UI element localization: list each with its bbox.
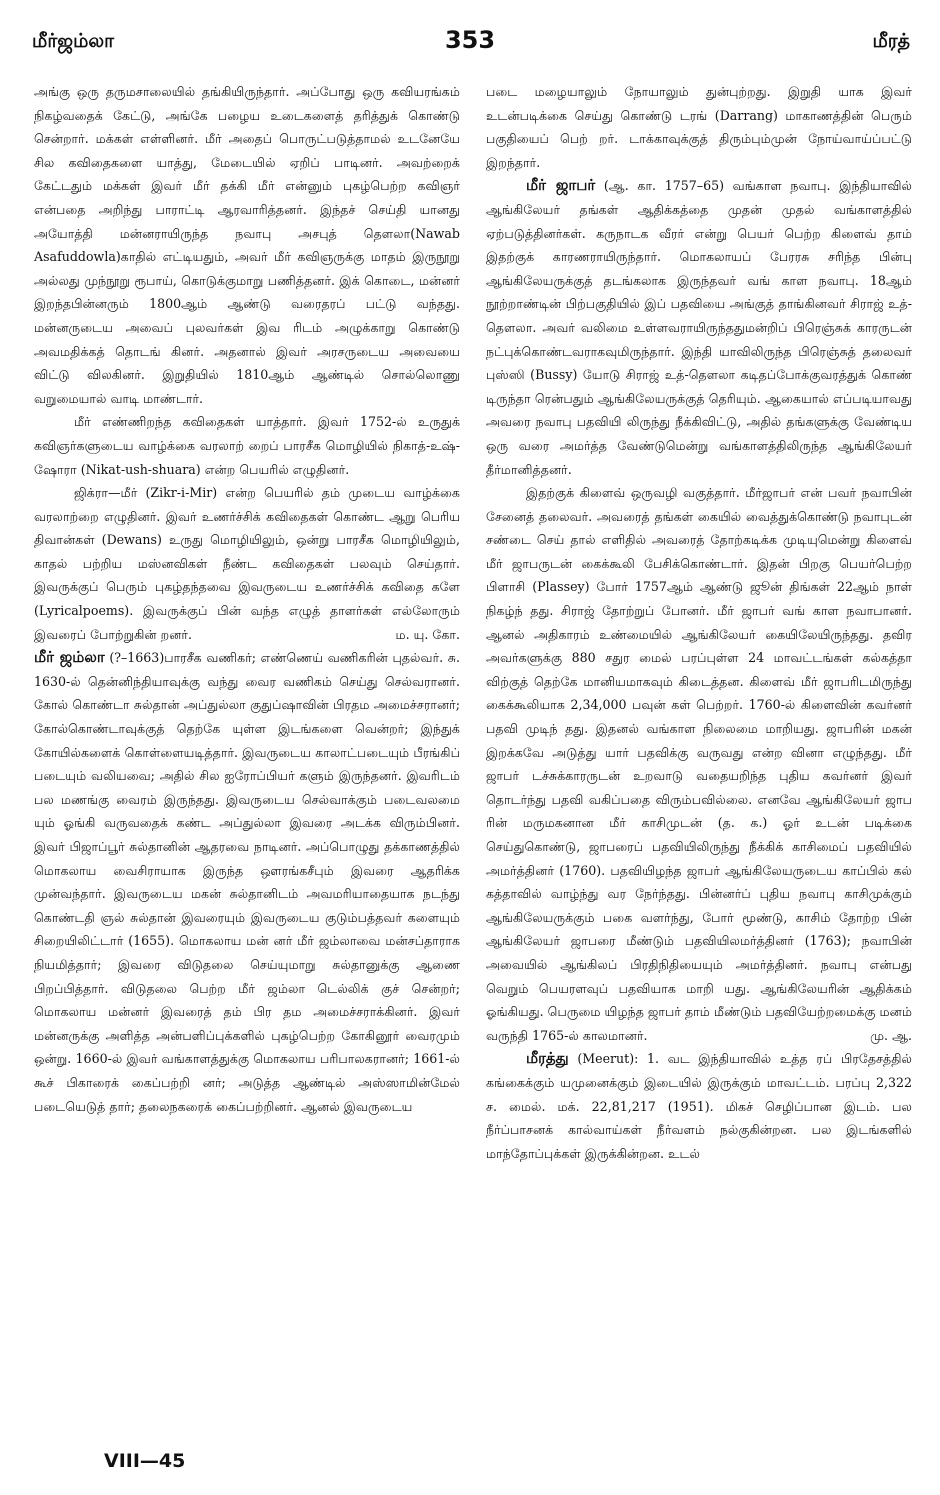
paragraph: மீர் எண்ணிறந்த கவிதைகள் யாத்தார். இவர் 1752-ல் உருதுக் கவிஞர்களுடைய வாழ்க்கை வரலாற் றைப் பாரசீக மொழியில் நிகாத்-உஷ்-ஷோரா (Nikat-ush-shuara) என்ற பெயரில் எழுதினர்.: [34, 414, 460, 477]
paragraph: [34, 481, 460, 646]
signature-mark: VIII—45: [104, 1450, 186, 1472]
paragraph: [486, 481, 912, 1047]
paragraph: அங்கு ஒரு தருமசாலையில் தங்கியிருந்தார். அப்போது ஒரு கவியரங்கம் நிகழ்வதைக் கேட்டு, அங்கே பழைய உடைகளைத் தரித்துக் கொண்டு சென்றார். மக்கள் எள்ளினர். மீர் அதைப் பொருட்படுத்தாமல் உடனேயே சில கவிதைகளை யாத்து, மேடையில் ஏறிப் பாடினர். அவற்றைக் கேட்டதும் மக்கள் இவர் மீர் தக்கி மீர் என்னும் புகழ்பெற்ற கவிஞர் என்பதை அறிந்து பாராட்டி ஆரவாரித்தனர். இந்தச் செய்தி யானது அயோத்தி மன்னராயிருந்த நவாபு அசபுத் தௌலா(Nawab Asafuddowla)காதில் எட்டியதும், அவர் மீர் கவிஞருக்கு மாதம் இருநூறு அல்லது முந்நூறு ரூபாய், கொடுக்குமாறு பணித்தனர். இக் கொடை, மன்னர் இறந்தபின்னரும் 1800ஆம் ஆண்டு வரைதரப் பட்டு வந்தது. மன்னருடைய அவைப் புலவர்கள் இவ ரிடம் அழுக்காறு கொண்டு அவமதிக்கத் தொடங் கினர். அதனால் இவர் அரசருடைய அவையை விட்டு விலகினர். இறுதியில் 1810ஆம் ஆண்டில் சொல்லொணு வறுமையால் வாடி மாண்டார்.: [34, 84, 460, 406]
entry-heading: மீரத்து: [526, 1049, 569, 1068]
entry-paragraph: [486, 174, 912, 481]
entry-paragraph: [34, 646, 460, 1118]
entry-text: (Meerut): 1. வட இந்தியாவில் உத்த ரப் பிரதேசத்தில் கங்கைக்கும் யமுனைக்கும் இடையில் இருக்கும் மாவட்டம். பரப்பு 2,322 ச. மைல். மக். 22,81,217 (1951). மிகச் செழிப்பான இடம். பல நீர்ப்பாசனக் கால்வாய்கள் நீர்வளம் நல்குகின்றன. பல இடங்களில் மாந்தோப்புக்கள் இருக்கின்றன. உடல்: [486, 1051, 912, 1161]
entry-text: (ஆ. கா. 1757–65) வங்காள நவாபு. இந்தியாவில் ஆங்கிலேயர் தங்கள் ஆதிக்கத்தை முதன் முதல் வங்காளத்தில் ஏற்படுத்தினர்கள். கருநாடக வீரர் என்று பெயர் பெற்ற கிளைவ் தாம் இதற்குக் காரணராயிருந்தார். மொகலாயப் பேரரசு சரிந்த பின்பு ஆங்கிலேயருக்குத் தடங்கலாக இருந்தவர் வங் காள நவாபு. 18ஆம் நூற்றாண்டின் பிற்பகுதியில் இப் பதவியை அங்குத் தாங்கினவர் சிராஜ் உத்-தௌலா. அவர் வலிமை உள்ளவராயிருந்ததுமன்றிப் பிரெஞ்சுக் காரருடன் நட்புக்கொண்டவராகவுமிருந்தார். இந்தி யாவிலிருந்த பிரெஞ்சுத் தலைவர் புஸ்ஸி (Bussy) யோடு சிராஜ் உத்-தௌலா கடிதப்போக்குவரத்துக் கொண் டிருந்தா ரென்பதும் ஆங்கிலேயருக்குத் தெரியும். ஆகையால் எப்படியாவது அவரை நவாபு பதவியி லிருந்து நீக்கிவிட்டு, அதில் தங்களுக்கு வேண்டிய ஒரு வரை அமர்த்த வேண்டுமென்று வங்காளத்திலிருந்த ஆங்கிலேயர் தீர்மானித்தனர்.: [486, 178, 913, 477]
left-column: [34, 80, 460, 1118]
entry-heading: மீர் ஜம்லா: [34, 648, 105, 667]
entry-paragraph: [486, 1047, 912, 1165]
paragraph: படை மழையாலும் நோயாலும் துன்புற்றது. இறுதி யாக இவர் உடன்படிக்கை செய்து கொண்டு டரங் (Darrang) மாகாணத்தின் பெரும் பகுதியைப் பெற் றர். டாக்காவுக்குத் திரும்பும்முன் நோய்வாய்ப்பட்டு இறந்தார்.: [486, 84, 912, 170]
paragraph-text: ஜிக்ரா—மீர் (Zikr-i-Mir) என்ற பெயரில் தம் முடைய வாழ்க்கை வரலாற்றை எழுதினர். இவர் உணர்ச்சிக் கவிதைகள் கொண்ட ஆறு பெரிய திவான்கள் (Dewans) உருது மொழியிலும், ஒன்று பாரசீக மொழியிலும், காதல் பற்றிய மஸ்னவிகள் நீண்ட கவிதைகள் பலவும் செய்தார். இவருக்குப் பெரும் புகழ்தந்தவை இவருடைய உணர்ச்சிக் கவிதை களே (Lyricalpoems). இவருக்குப் பின் வந்த எழுத் தாளர்கள் எல்லோரும் இவரைப் போற்றுகின் றனர்.: [34, 485, 460, 642]
author-initials: மு. ஆ.: [870, 1027, 912, 1043]
paragraph-text: இதற்குக் கிளைவ் ஒருவழி வகுத்தார். மீர்ஜாபர் என் பவர் நவாபின் சேனைத் தலைவர். அவரைத் தங்கள் கையில் வைத்துக்கொண்டு நவாபுடன் சண்டை செய் தால் எளிதில் அவரைத் தோற்கடிக்க முடியுமென்று கிளைவ் மீர் ஜாபருடன் கைக்கூலி பேசிக்கொண்டார். இதன் பிறகு பெயர்பெற்ற பிளாசி (Plassey) போர் 1757ஆம் ஆண்டு ஜூன் திங்கள் 22ஆம் நாள் நிகழ்ந் தது. சிராஜ் தோற்றுப் போனர். மீர் ஜாபர் வங் காள நவாபானர். ஆனல் அதிகாரம் உண்மையில் ஆங்கிலேயர் கையிலேயிருந்தது. தவிர அவர்களுக்கு 880 சதுர மைல் பரப்புள்ள 24 மாவட்டங்கள் கல்கத்தா விற்குத் தெற்கே மானியமாகவும் கிடைத்தன. கிளைவ் மீர் ஜாபரிடமிருந்து கைக்கூலியாக 2,34,000 பவுன் கள் பெற்றர். 1760-ல் கிளைவின் கவர்னர் பதவி முடிந் தது. இதனல் வங்காள நிலைமை மாறியது. ஜாபரின் மகன் இறக்கவே அடுத்து யார் பதவிக்கு வருவது என்ற வினா எழுந்தது. மீர் ஜாபர் டச்சுக்காரருடன் உறவாடு வதையறிந்த புதிய கவர்னர் இவர் தொடர்ந்து பதவி வகிப்பதை விரும்பவில்லை. எனவே ஆங்கிலேயர் ஜாப ரின் மருமகனான மீர் காசிமுடன் (த. க.) ஓர் உடன் படிக்கை செய்துகொண்டு, ஜாபரைப் பதவியிலிருந்து நீக்கிக் காசிமைப் பதவியில் அமர்த்தினர் (1760). பதவியிழந்த ஜாபர் ஆங்கிலேயருடைய காப்பில் கல் கத்தாவில் வாழ்ந்து வர நேர்ந்தது. பின்னர்ப் புதிய நவாபு காசிமுக்கும் ஆங்கிலேயருக்கும் பகை வளர்ந்து, போர் மூண்டு, காசிம் தோற்ற பின் ஆங்கிலேயர் ஜாபரை மீண்டும் பதவியிலமர்த்தினர் (1763); நவாபின் அவையில் ஆங்கிலப் பிரதிநிதியையும் அமர்த்தினர். நவாபு என்பது வெறும் பெயரளவுப் பதவியாக மாறி யது. ஆங்கிலேயரின் ஆதிக்கம் ஓங்கியது. பெருமை யிழந்த ஜாபர் தாம் மீண்டும் பதவியேற்றமைக்கு மனம் வருந்தி 1765-ல் காலமானர்.: [486, 485, 912, 1043]
entry-heading: மீர் ஜாபர்: [526, 176, 596, 195]
page-number: 353: [444, 26, 496, 54]
author-initials: ம. யு. கோ.: [395, 626, 460, 642]
running-head-left: மீர்ஜம்லா: [32, 30, 115, 52]
entry-text: (?–1663)பாரசீக வணிகர்; எண்ணெய் வணிகரின் புதல்வர். சு. 1630-ல் தென்னிந்தியாவுக்கு வந்து வைர வணிகம் செய்து செல்வரானர். கோல் கொண்டா சுல்தான் அப்துல்லா குதுப்ஷாவின் பிரதம அமைச்சரானர்; கோல்கொண்டாவுக்குத் தெற்கே யுள்ள இடங்களை வென்றர்; இந்துக் கோயில்களைக் கொள்ளையடித்தார். இவருடைய காலாட்படையும் பீரங்கிப் படையும் வலியவை; அதில் சில ஐரோப்பியர் களும் இருந்தனர். இவரிடம் பல மணங்கு வைரம் இருந்தது. இவருடைய செல்வாக்கும் படைவலமை யும் ஓங்கி வருவதைக் கண்ட அப்துல்லா இவரை அடக்க விரும்பினர். இவர் பிஜாப்பூர் சுல்தானின் ஆதரவை நாடினர். அப்பொழுது தக்காணத்தில் மொகலாய வைசிராயாக இருந்த ஔரங்கசீபும் இவரை ஆதரிக்க முன்வந்தார். இவருடைய மகன் சுல்தானிடம் அவமரியாதையாக நடந்து கொண்டதி ஞல் சுல்தான் இவரையும் இவருடைய குடும்பத்தவர் களையும் சிறையிலிட்டார் (1655). மொகலாய மன் னர் மீர் ஜம்லாவை மன்சப்தாராக நியமித்தார்; இவரை விடுதலை செய்யுமாறு சுல்தானுக்கு ஆணை பிறப்பித்தார். விடுதலை பெற்ற மீர் ஜம்லா டெல்லிக் குச் சென்றர்; மொகலாய மன்னர் இவரைத் தம் பிர தம அமைச்சராக்கினர். இவர் மன்னருக்கு அளித்த அன்பளிப்புக்களில் புகழ்பெற்ற கோகினூர் வைரமும் ஒன்று. 1660-ல் இவர் வங்காளத்துக்கு மொகலாய பரிபாலகரானர்; 1661-ல் கூச் பிகாரைக் கைப்பற்றி னர்; அடுத்த ஆண்டில் அஸ்ஸாமின்மேல் படையெடுத் தார்; தலைநகரைக் கைப்பற்றினர். ஆனல் இவருடைய: [34, 650, 460, 1114]
right-column: [486, 80, 912, 1165]
running-head-right: மீரத்: [872, 30, 910, 52]
